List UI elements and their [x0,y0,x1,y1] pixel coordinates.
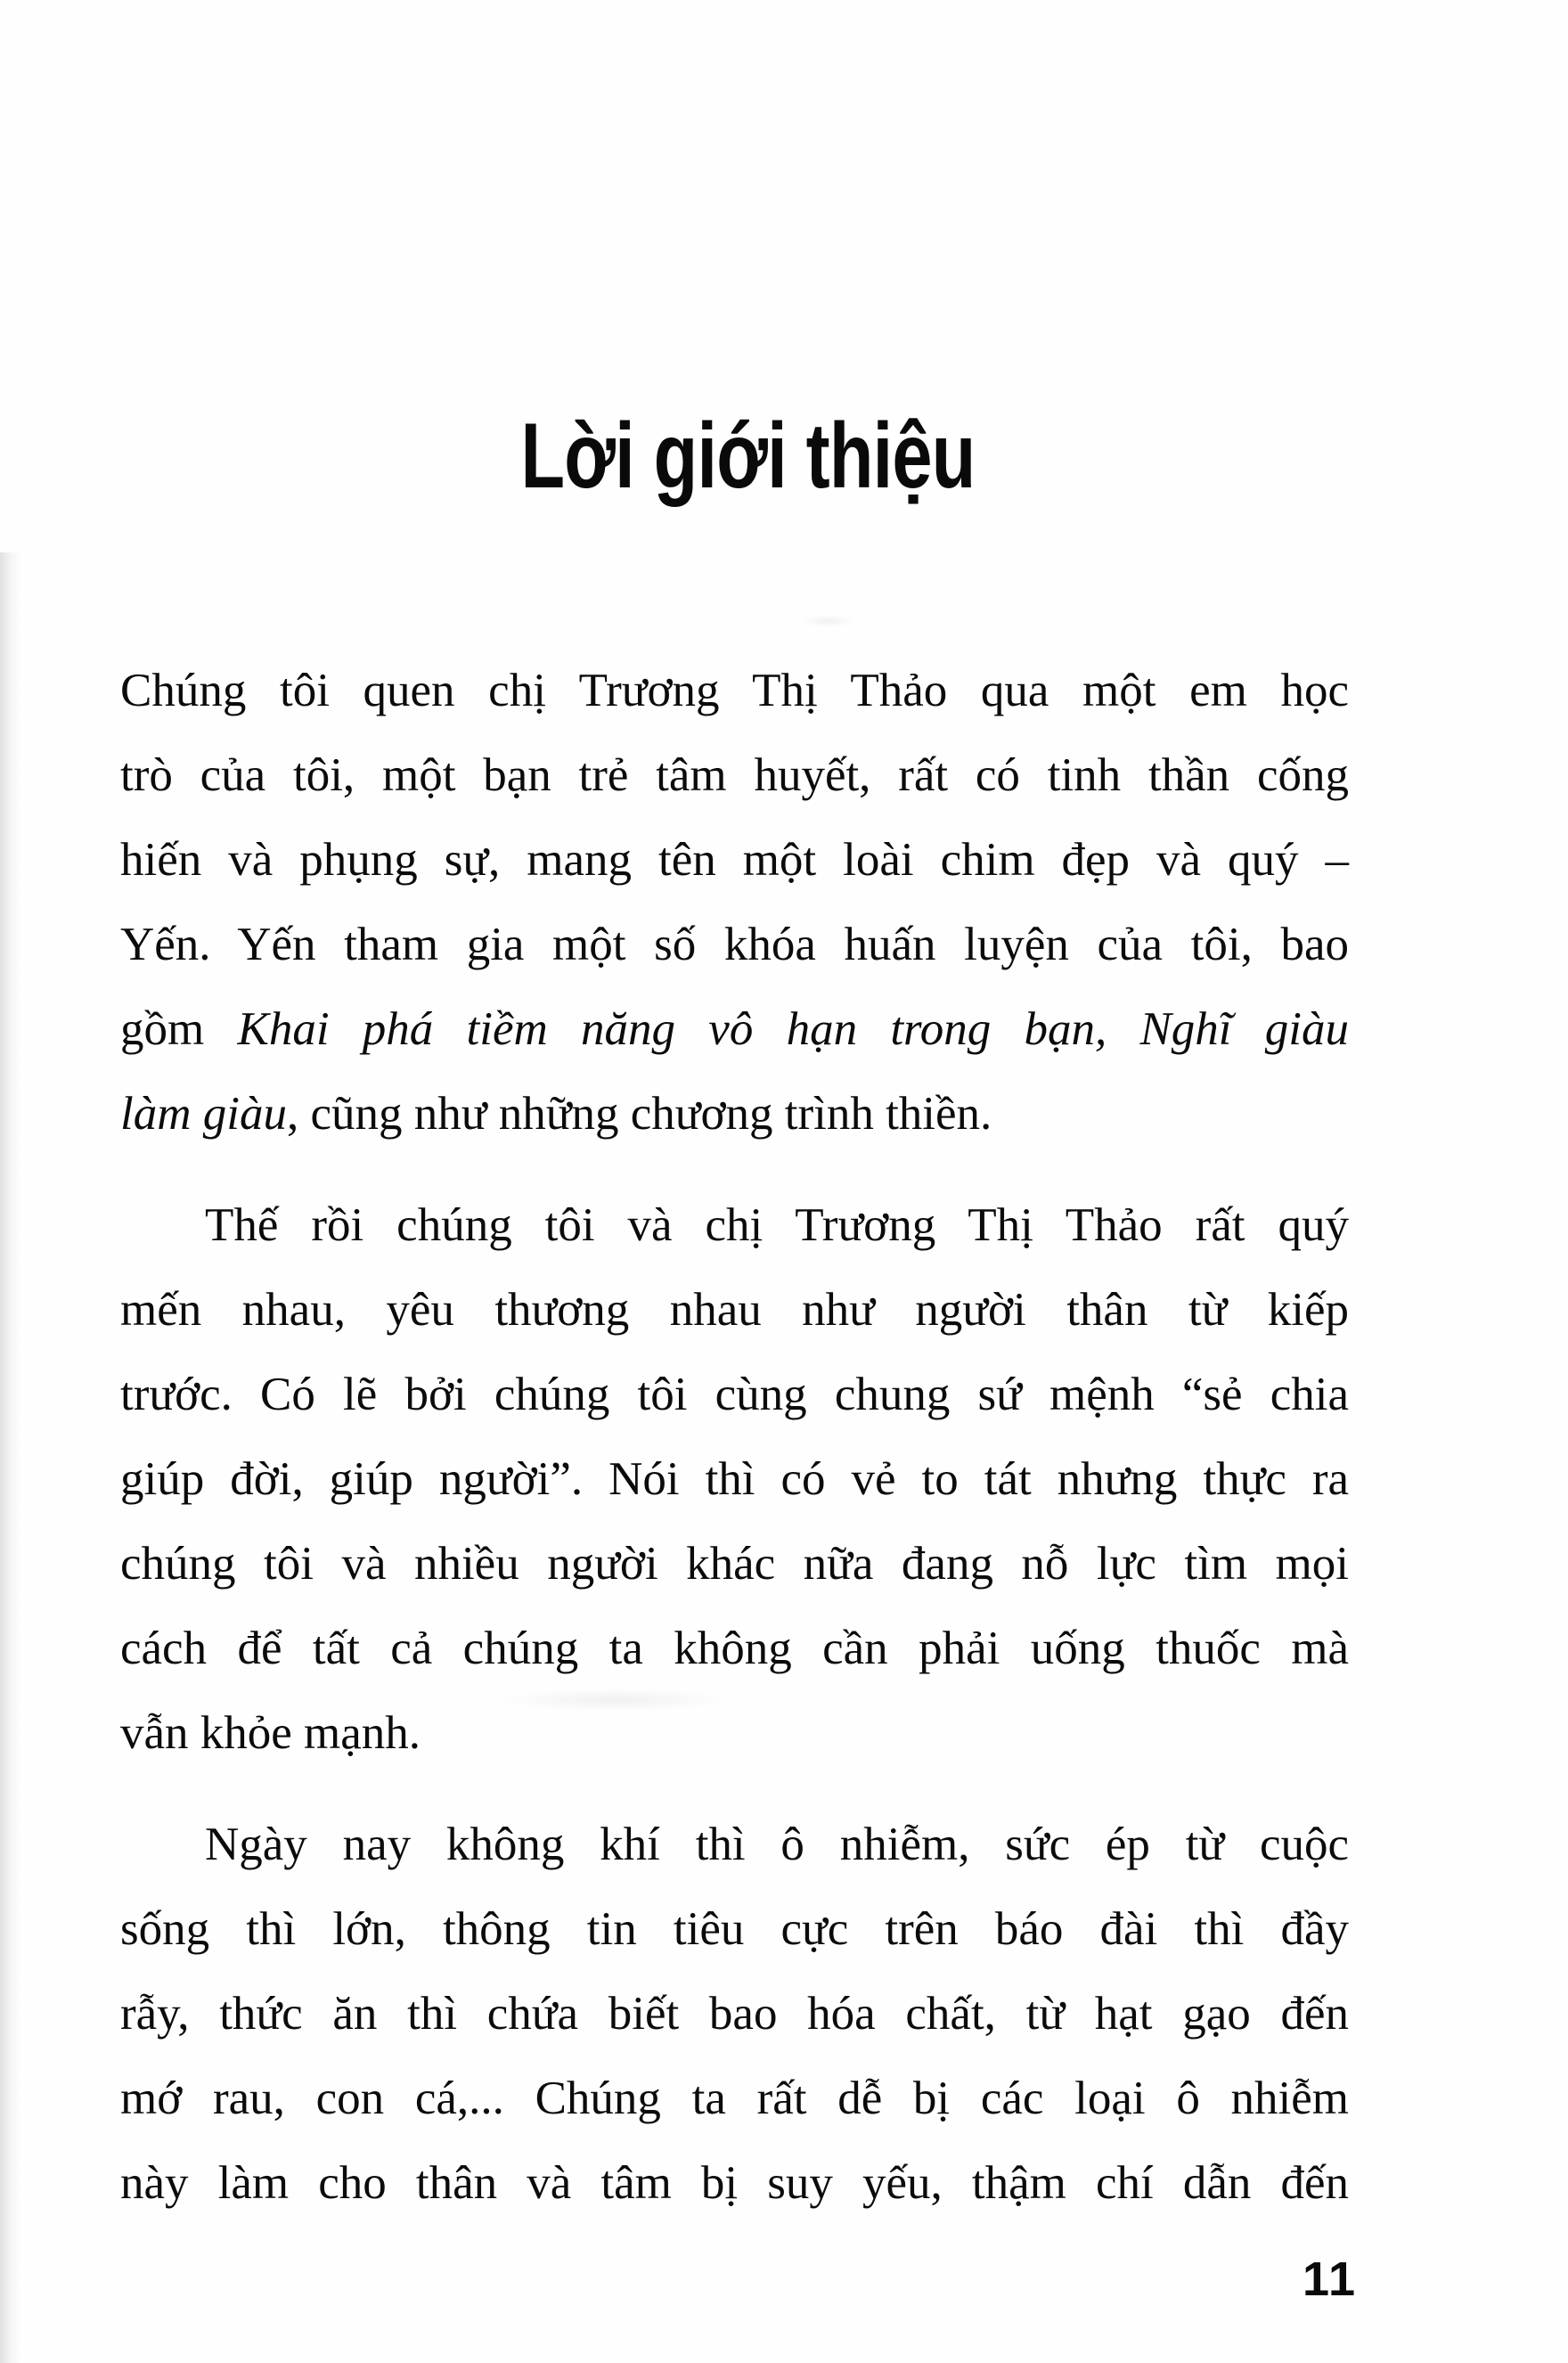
text-line [120,818,1349,903]
text-segment: giúp đời, giúp người”. Nói thì có vẻ to tát nhưng thực ra [120,1453,1349,1505]
text-segment: mến nhau, yêu thương nhau như người thân từ kiếp [120,1284,1349,1336]
paragraph [120,1803,1349,2226]
page-number: 11 [1303,2253,1358,2306]
text-line [120,1437,1349,1522]
text-line [120,2141,1349,2226]
text-line [120,987,1349,1072]
paragraph [120,1183,1349,1776]
text-line [120,1268,1349,1353]
paragraph [120,649,1349,1157]
text-segment: Ngày nay không khí thì ô nhiễm, sức ép từ cuộc [205,1819,1349,1870]
text-line [120,2056,1349,2141]
text-line [120,649,1349,733]
text-segment: trò của tôi, một bạn trẻ tâm huyết, rất có tinh thần cống [120,749,1349,801]
italic-text-segment: Khai phá tiềm năng vô hạn trong bạn, Nghĩ giàu [237,1003,1349,1055]
text-line [120,1522,1349,1607]
page-title: Lời giới thiệu [520,405,976,508]
text-line [120,1607,1349,1691]
text-line [120,1353,1349,1437]
text-line [120,1691,1349,1776]
text-segment: sống thì lớn, thông tin tiêu cực trên báo đài thì đầy [120,1903,1349,1955]
text-line [120,1887,1349,1972]
text-segment: Thế rồi chúng tôi và chị Trương Thị Thảo rất quý [205,1199,1349,1251]
page-body [120,649,1349,2226]
text-segment: rẫy, thức ăn thì chứa biết bao hóa chất, từ hạt gạo đến [120,1988,1349,2040]
text-segment: này làm cho thân và tâm bị suy yếu, thậm chí dẫn đến [120,2157,1349,2209]
text-segment: mớ rau, con cá,... Chúng ta rất dễ bị các loại ô nhiễm [120,2073,1349,2124]
text-line [120,1072,1349,1157]
text-line [120,733,1349,818]
text-segment: vẫn khỏe mạnh. [120,1707,421,1759]
text-segment: Yến. Yến tham gia một số khóa huấn luyện của tôi, bao [120,919,1349,970]
italic-text-segment: làm giàu [120,1088,287,1140]
scan-edge-artifact [0,552,21,2363]
text-segment: hiến và phụng sự, mang tên một loài chim đẹp và quý – [120,834,1349,886]
text-segment: cách để tất cả chúng ta không cần phải uống thuốc mà [120,1623,1349,1674]
text-line [120,1803,1349,1887]
text-line [120,903,1349,987]
text-segment: trước. Có lẽ bởi chúng tôi cùng chung sứ mệnh “sẻ chia [120,1369,1349,1420]
text-segment: gồm [120,1003,238,1055]
text-line [120,1972,1349,2056]
text-line [120,1183,1349,1268]
text-segment: chúng tôi và nhiều người khác nữa đang nỗ lực tìm mọi [120,1538,1349,1590]
scan-speck [802,615,855,627]
text-segment: Chúng tôi quen chị Trương Thị Thảo qua một em học [120,665,1349,716]
text-segment: , cũng như những chương trình thiền. [286,1088,992,1140]
